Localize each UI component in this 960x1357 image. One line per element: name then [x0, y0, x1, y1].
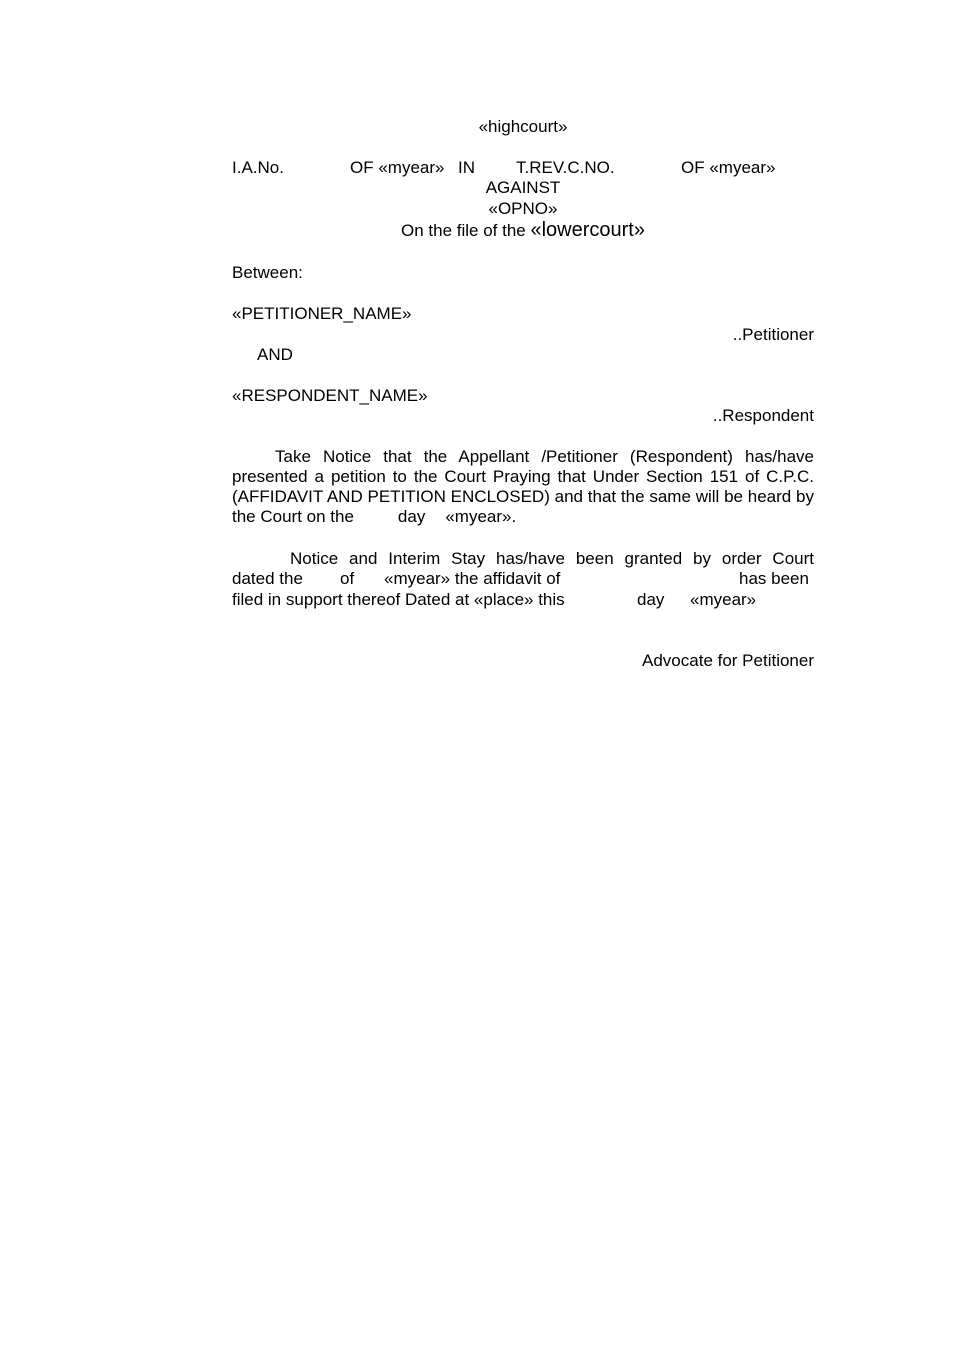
- dated-day-label: day: [637, 590, 665, 609]
- court-name: «highcourt»: [478, 117, 568, 136]
- petitioner-name: «PETITIONER_NAME»: [232, 304, 412, 323]
- notice-paragraph-2-line-1: Notice and Interim Stay has/have been granted by order Court: [290, 549, 814, 568]
- file-of-prefix: On the file of the: [401, 221, 526, 240]
- lower-court-name: «lowercourt»: [530, 219, 645, 241]
- dated-year: «myear»: [690, 590, 757, 609]
- has-been-label: has been: [739, 569, 809, 588]
- notice-paragraph-1-day: day: [397, 507, 426, 526]
- op-number: «OPNO»: [488, 199, 558, 218]
- ia-year: OF «myear»: [350, 158, 445, 177]
- trev-number-label: T.REV.C.NO.: [516, 158, 615, 177]
- petitioner-role: ..Petitioner: [732, 325, 814, 344]
- advocate-signature-label: Advocate for Petitioner: [642, 651, 814, 670]
- respondent-name: «RESPONDENT_NAME»: [232, 386, 428, 405]
- dated-the-label: dated the: [232, 569, 303, 588]
- and-label: AND: [257, 345, 293, 364]
- filed-support-text: filed in support thereof Dated at «place» this: [232, 590, 565, 609]
- trev-year: OF «myear»: [681, 158, 776, 177]
- in-label: IN: [458, 158, 475, 177]
- file-of-line: [232, 220, 814, 241]
- affidavit-of-label: «myear» the affidavit of: [384, 569, 561, 588]
- against-label: AGAINST: [485, 178, 561, 197]
- notice-paragraph-1-text: Take Notice that the Appellant /Petitioner (Respondent) has/have presented a petition to the Court Praying that Under Section 151 of C.P.C. (AFFIDAVIT AND PETITION ENCLOSED) and that the same will be heard by the Court on the: [232, 447, 814, 526]
- between-label: Between:: [232, 263, 303, 282]
- notice-paragraph-1-year: «myear».: [445, 507, 517, 526]
- notice-paragraph-1: [232, 447, 814, 527]
- respondent-role: ..Respondent: [712, 406, 814, 425]
- ia-number-label: I.A.No.: [232, 158, 284, 177]
- dated-of-label: of: [340, 569, 355, 588]
